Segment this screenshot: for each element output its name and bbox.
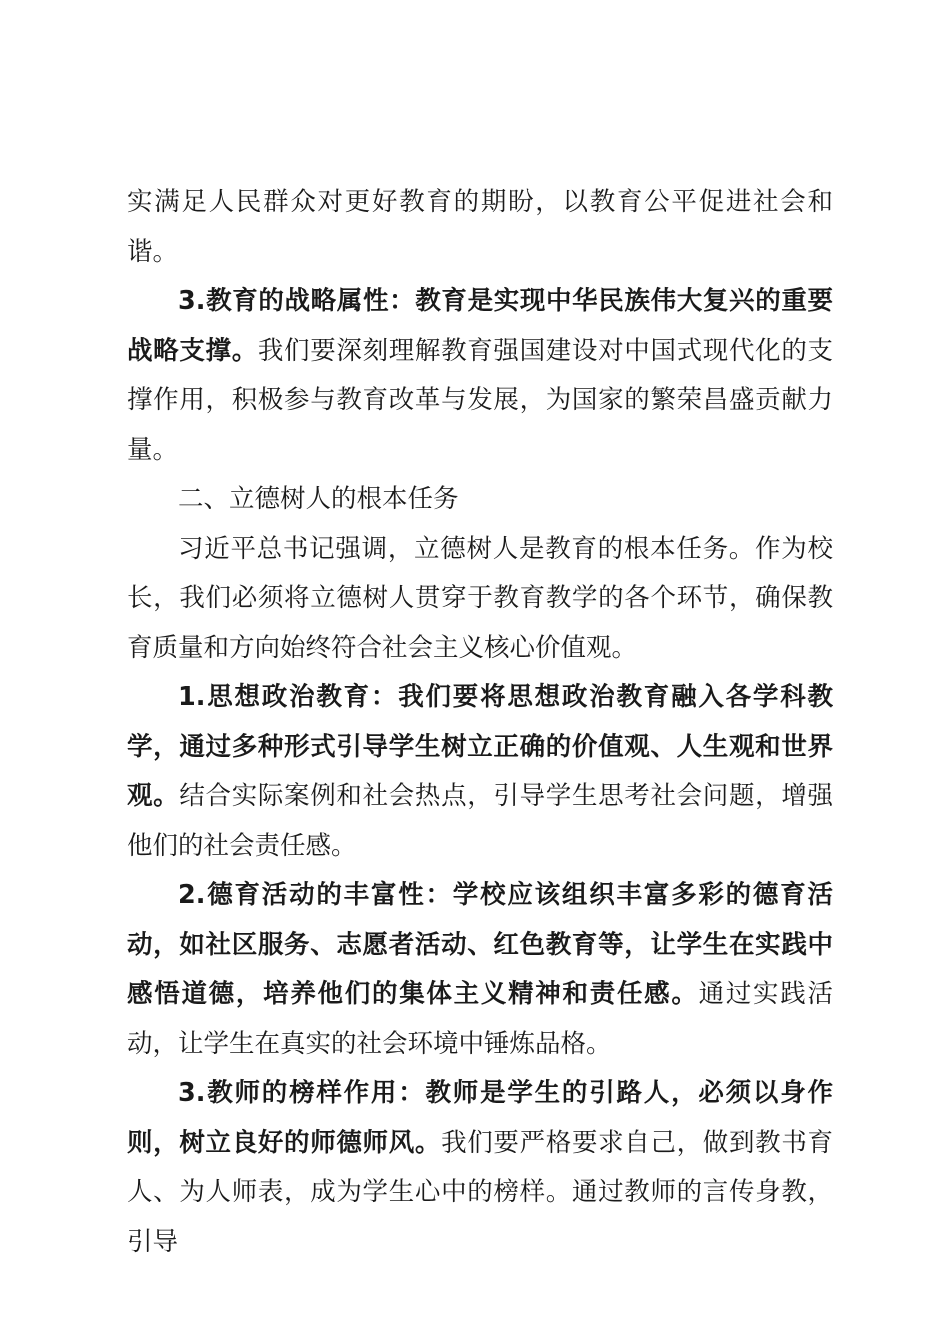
paragraph-text: 习近平总书记强调，立德树人是教育的根本任务。作为校长，我们必须将立德树人贯穿于教育教学的各个环节，确保教育质量和方向始终符合社会主义核心价值观。 bbox=[127, 533, 833, 663]
paragraph-text: 结合实际案例和社会热点，引导学生思考社会问题，增强他们的社会责任感。 bbox=[127, 781, 833, 861]
paragraph-ideological-education bbox=[127, 673, 833, 871]
paragraph-text: 实满足人民群众对更好教育的期盼，以教育公平促进社会和谐。 bbox=[127, 187, 833, 267]
paragraph-strategic-attribute bbox=[127, 277, 833, 475]
paragraph-text: 通过实践活动，让学生在真实的社会环境中锤炼品格。 bbox=[127, 979, 833, 1059]
paragraph-bold-lead: 3.教师的榜样作用：教师是学生的引路人，必须以身作则，树立良好的师德师风。 bbox=[127, 1078, 833, 1158]
paragraph-text: 我们要严格要求自己，做到教书育人、为人师表，成为学生心中的榜样。通过教师的言传身教，引导 bbox=[127, 1127, 833, 1257]
paragraph-moral-activities bbox=[127, 871, 833, 1069]
paragraph-bold-lead: 1.思想政治教育：我们要将思想政治教育融入各学科教学，通过多种形式引导学生树立正确的价值观、人生观和世界观。 bbox=[127, 682, 833, 811]
section-heading bbox=[127, 475, 833, 525]
paragraph-continuation bbox=[127, 178, 833, 277]
document-page bbox=[127, 178, 833, 1267]
paragraph-bold-lead: 3.教育的战略属性：教育是实现中华民族伟大复兴的重要战略支撑。 bbox=[127, 286, 833, 366]
paragraph-text: 我们要深刻理解教育强国建设对中国式现代化的支撑作用，积极参与教育改革与发展，为国家的繁荣昌盛贡献力量。 bbox=[127, 335, 833, 465]
paragraph-intro bbox=[127, 525, 833, 674]
section-heading-text: 二、立德树人的根本任务 bbox=[178, 484, 459, 514]
paragraph-teacher-role-model bbox=[127, 1069, 833, 1267]
paragraph-bold-lead: 2.德育活动的丰富性：学校应该组织丰富多彩的德育活动，如社区服务、志愿者活动、红色教育等，让学生在实践中感悟道德，培养他们的集体主义精神和责任感。 bbox=[127, 880, 833, 1009]
